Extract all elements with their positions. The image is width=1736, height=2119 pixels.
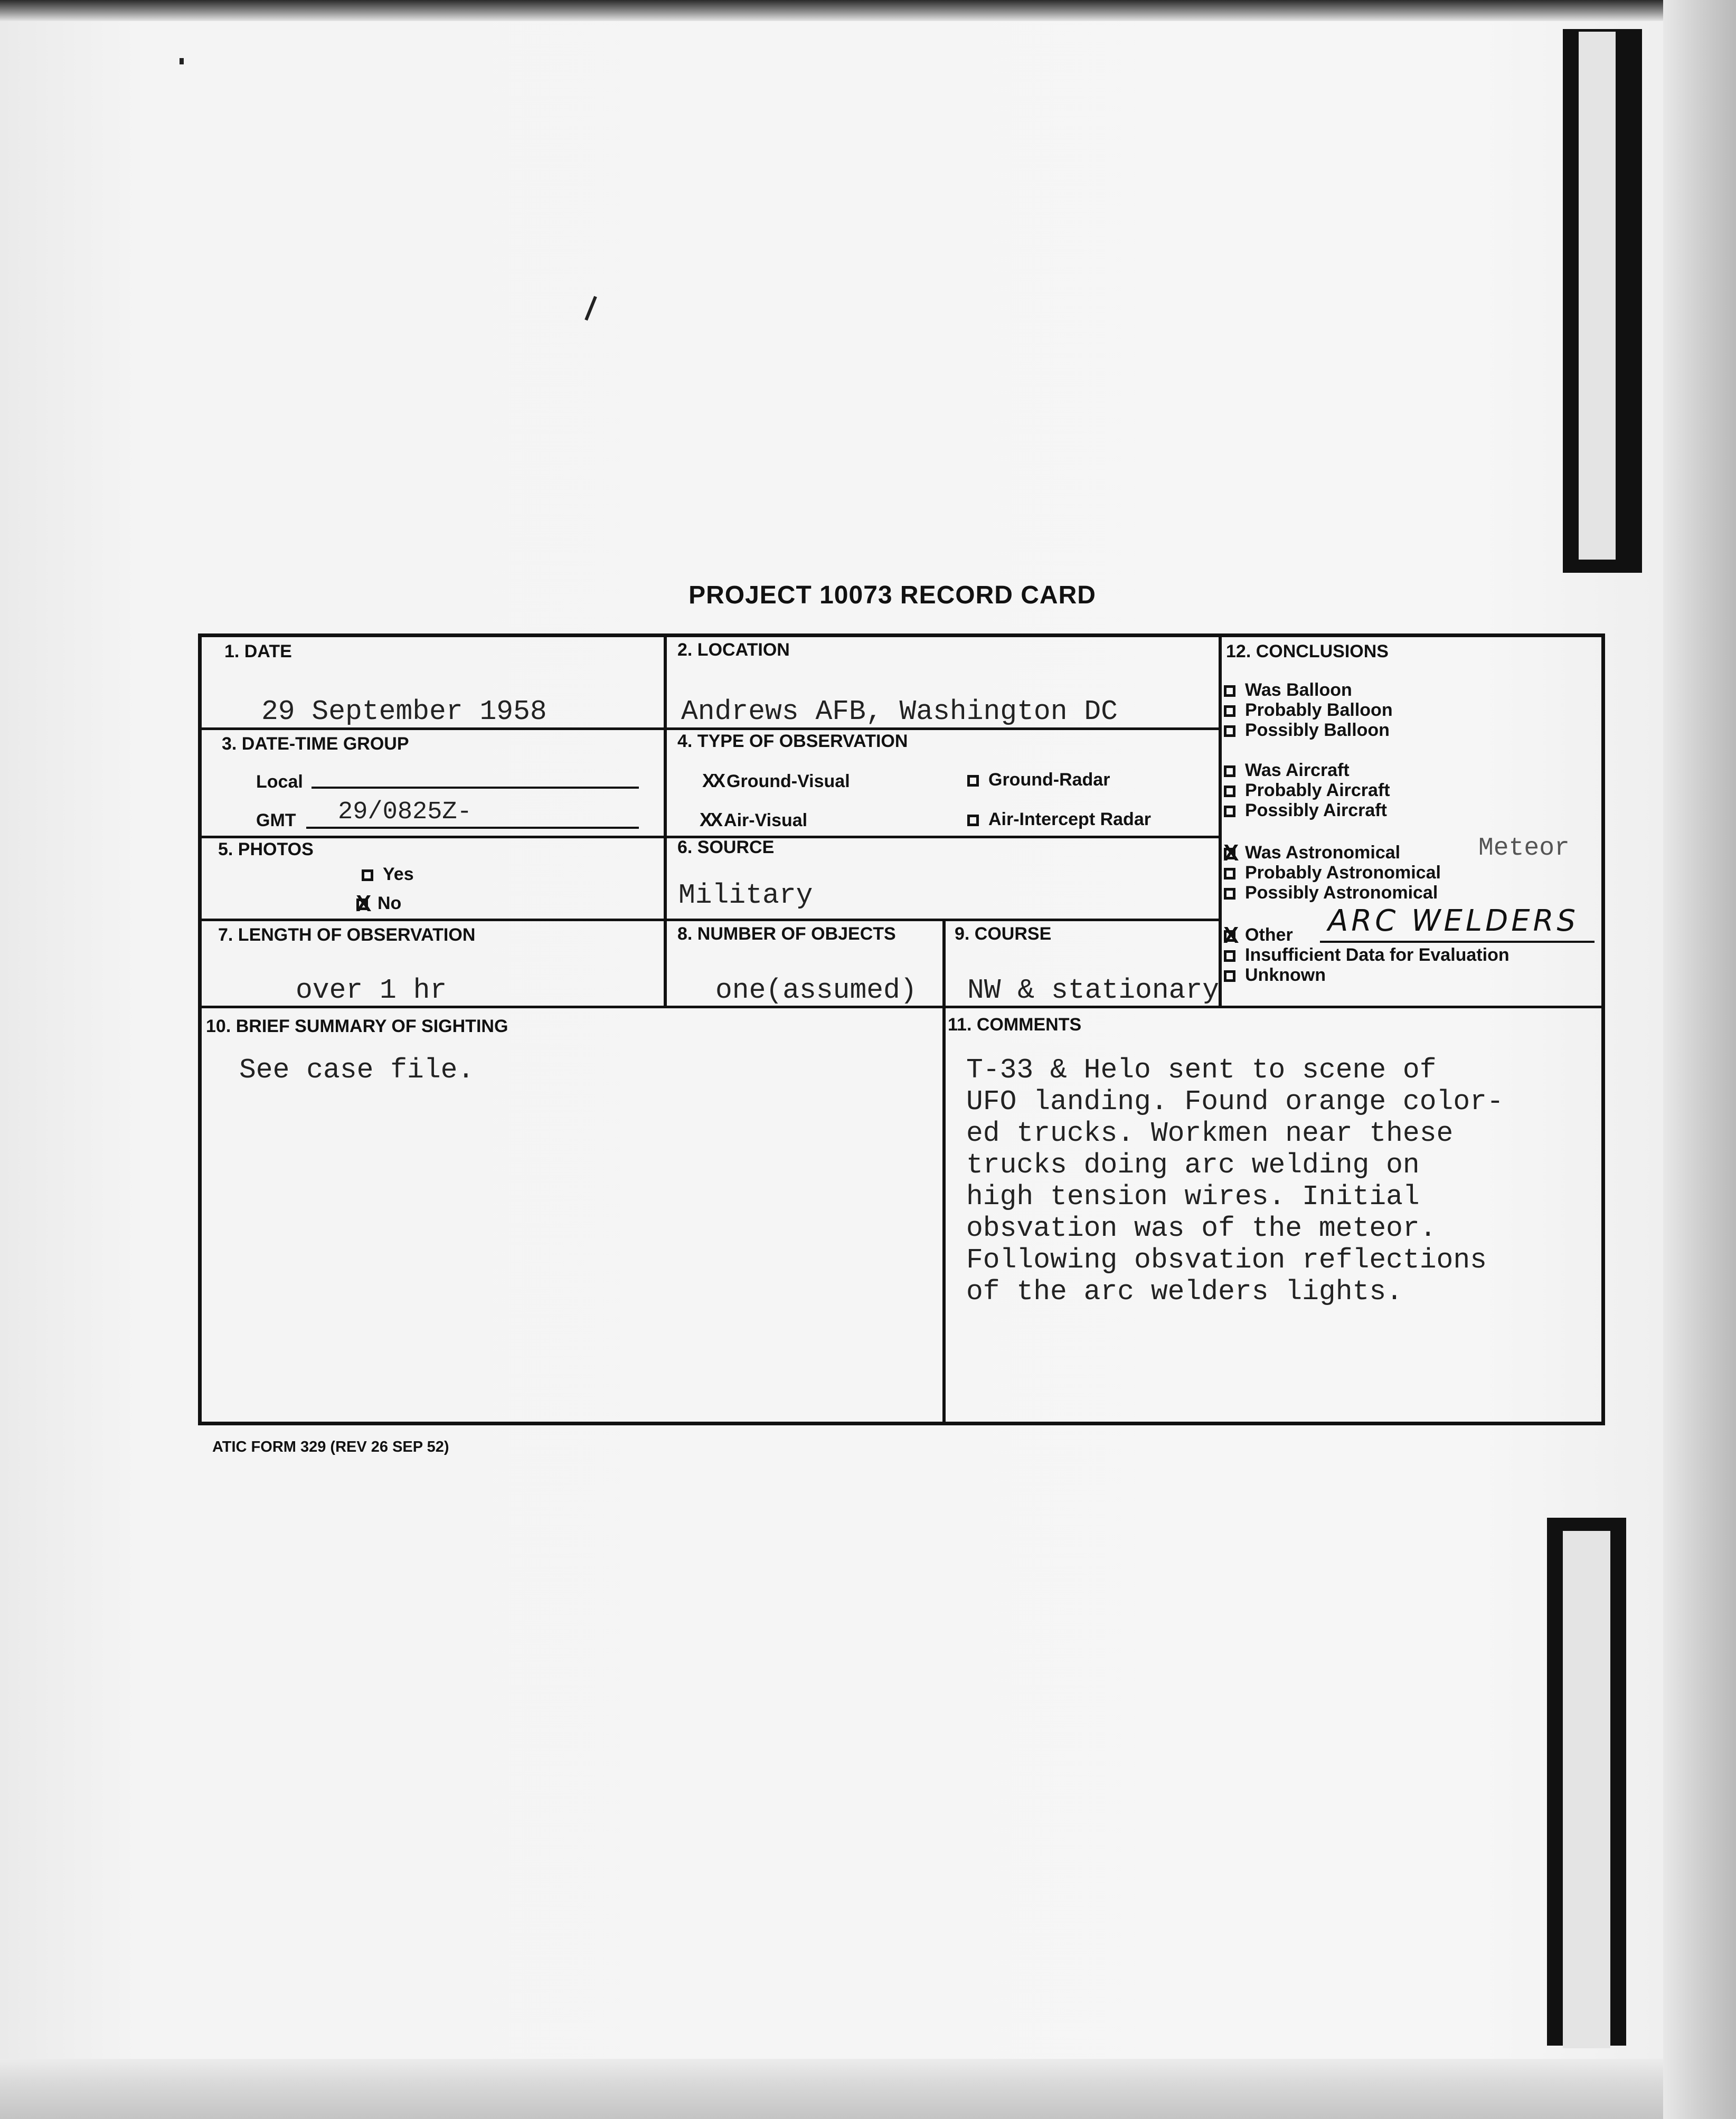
scan-top-edge [0,0,1736,21]
conclusion-text: Other [1245,925,1293,945]
divider [1219,633,1222,1006]
comment-line: T-33 & Helo sent to scene of [966,1054,1437,1086]
source-label: 6. SOURCE [677,837,775,857]
page-title: PROJECT 10073 RECORD CARD [688,581,1096,609]
was-aircraft-checkbox[interactable] [1224,765,1235,777]
comment-line: trucks doing arc welding on [966,1149,1420,1181]
air-intercept-radar-option [967,809,1151,830]
date-value: 29 September 1958 [261,696,547,727]
divider [198,919,1220,921]
comment-line: Following obsvation reflections [966,1244,1487,1276]
astronomical-note: Meteor [1478,834,1570,863]
comment-line: obsvation was of the meteor. [966,1213,1437,1244]
photos-yes-checkbox[interactable] [362,869,373,881]
divider [664,633,667,1006]
objects-value: one(assumed) [715,975,917,1006]
conclusion-text: Unknown [1245,965,1326,985]
possibly-aircraft-checkbox[interactable] [1224,806,1235,817]
comment-line: UFO landing. Found orange color- [966,1086,1504,1118]
air-intercept-radar-checkbox[interactable] [967,815,979,826]
binder-clip-top-inner [1579,32,1616,560]
source-value: Military [678,879,813,911]
unknown-checkbox[interactable] [1224,970,1235,982]
air-visual-mark: XX [700,809,721,830]
air-intercept-radar-text: Air-Intercept Radar [988,809,1151,829]
photos-no-text: No [378,893,402,913]
dtg-label: 3. DATE-TIME GROUP [222,734,409,754]
conclusion-text: Probably Astronomical [1245,863,1441,883]
comment-line: of the arc welders lights. [966,1276,1403,1308]
photos-no-option [356,893,401,914]
dtg-gmt-line [306,827,639,829]
photos-yes-text: Yes [383,864,414,884]
objects-label: 8. NUMBER OF OBJECTS [677,924,896,944]
conclusion-text: Was Balloon [1245,680,1352,700]
probably-astronomical-checkbox[interactable] [1224,868,1235,879]
comments-label: 11. COMMENTS [948,1015,1082,1035]
photos-no-checkbox[interactable] [356,898,368,910]
length-value: over 1 hr [296,975,447,1006]
conclusion-text: Possibly Balloon [1245,720,1390,740]
ground-radar-option [967,770,1110,790]
conclusion-text: Probably Balloon [1245,700,1393,720]
conclusion-text: Insufficient Data for Evaluation [1245,945,1509,965]
air-visual-text: Air-Visual [724,810,808,830]
conclusion-text: Was Astronomical [1245,843,1401,863]
conclusion-probably-balloon [1224,700,1393,721]
dtg-local-label: Local [256,772,303,792]
comment-line: high tension wires. Initial [966,1181,1420,1213]
comment-line: ed trucks. Workmen near these [966,1118,1454,1149]
summary-value: See case file. [239,1054,475,1086]
dtg-gmt-value: 29/0825Z- [338,798,472,826]
conclusion-was-aircraft [1224,760,1350,781]
dtg-gmt-label: GMT [256,810,296,830]
possibly-astronomical-checkbox[interactable] [1224,888,1235,900]
conclusion-text: Possibly Aircraft [1245,800,1387,820]
air-visual-option [700,809,807,831]
insufficient-data-checkbox[interactable] [1224,950,1235,962]
photos-yes-option [362,864,414,885]
photos-label: 5. PHOTOS [218,839,314,859]
ground-visual-text: Ground-Visual [727,771,850,791]
dtg-local-line [312,787,639,789]
ground-radar-checkbox[interactable] [967,775,979,787]
was-astronomical-checkbox[interactable] [1224,848,1235,859]
probably-balloon-checkbox[interactable] [1224,705,1235,717]
conclusions-label: 12. CONCLUSIONS [1226,641,1389,661]
ground-visual-option [702,770,850,792]
ground-radar-text: Ground-Radar [988,770,1110,790]
conclusion-unknown [1224,965,1326,986]
location-value: Andrews AFB, Washington DC [681,696,1118,727]
other-line [1320,941,1595,943]
observation-type-label: 4. TYPE OF OBSERVATION [677,731,908,751]
summary-label: 10. BRIEF SUMMARY OF SIGHTING [206,1016,508,1036]
divider [942,921,946,1425]
date-label: 1. DATE [224,641,292,661]
possibly-balloon-checkbox[interactable] [1224,725,1235,737]
scan-right-edge [1663,0,1736,2119]
binder-clip-bottom-inner [1563,1531,1610,2048]
conclusion-text: Was Aircraft [1245,760,1350,780]
conclusion-probably-aircraft [1224,780,1390,801]
conclusion-possibly-astronomical [1224,883,1438,903]
conclusion-was-astronomical [1224,843,1400,863]
conclusion-other [1224,925,1293,945]
conclusion-text: Possibly Astronomical [1245,883,1438,903]
ground-visual-mark: XX [702,770,724,791]
was-balloon-checkbox[interactable] [1224,685,1235,697]
course-value: NW & stationary [967,975,1220,1006]
conclusion-text: Probably Aircraft [1245,780,1390,800]
conclusion-possibly-balloon [1224,720,1390,741]
conclusion-was-balloon [1224,680,1352,701]
stray-mark [180,58,184,64]
scan-bottom-edge [0,2059,1736,2119]
divider [198,727,1220,730]
conclusion-probably-astronomical [1224,863,1441,883]
location-label: 2. LOCATION [677,640,790,660]
conclusion-possibly-aircraft [1224,800,1387,821]
form-footer: ATIC FORM 329 (REV 26 SEP 52) [212,1439,449,1455]
probably-aircraft-checkbox[interactable] [1224,786,1235,797]
conclusion-insufficient-data [1224,945,1509,966]
other-checkbox[interactable] [1224,930,1235,942]
other-handwritten-value: ARC WELDERS [1328,904,1579,938]
length-label: 7. LENGTH OF OBSERVATION [218,925,476,945]
course-label: 9. COURSE [955,924,1052,944]
